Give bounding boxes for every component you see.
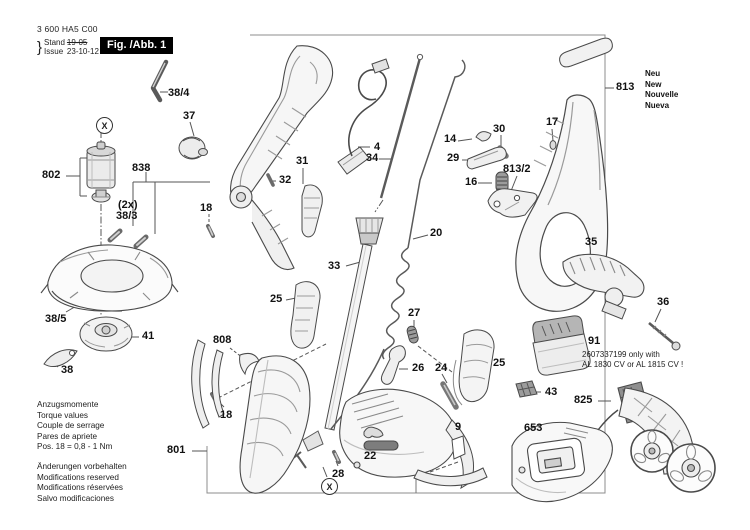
part-label-38: 38: [61, 364, 74, 376]
part-label-4: 4: [374, 141, 381, 153]
part-label-36: 36: [657, 296, 670, 308]
guard-drawing: [41, 245, 178, 311]
cover-31-drawing: [302, 185, 322, 237]
part-label-18-bottom: 18: [220, 409, 233, 421]
rod-34-drawing: [381, 54, 423, 198]
part-label-838: 838: [132, 162, 151, 174]
issue-date: 23-10-12: [66, 47, 99, 56]
part-label-30: 30: [493, 123, 506, 135]
motor-housing-drawing: [340, 389, 487, 488]
part-label-38-5: 38/5: [45, 313, 67, 325]
part-label-20: 20: [430, 227, 443, 239]
wheel-kit-drawing: [618, 382, 715, 492]
part-label-16: 16: [465, 176, 478, 188]
part-label-27: 27: [408, 307, 421, 319]
new-version-note: Neu New Nouvelle Nueva: [645, 69, 679, 110]
part-label-801: 801: [167, 444, 186, 456]
part-label-41: 41: [142, 330, 155, 342]
part-label-33: 33: [328, 260, 341, 272]
stand-label: Stand: [44, 38, 65, 47]
lower-housing-drawing: [192, 340, 310, 493]
brace-glyph: }: [37, 38, 43, 56]
part-label-17: 17: [546, 116, 559, 128]
part-label-802: 802: [42, 169, 61, 181]
issue-label: Issue: [44, 47, 64, 56]
part-label-22: 22: [364, 450, 377, 462]
part-label-37: 37: [183, 110, 196, 122]
part-label-25-right: 25: [493, 357, 506, 369]
part-label-32: 32: [279, 174, 292, 186]
part-label-9: 9: [455, 421, 462, 433]
part-label-28: 28: [332, 468, 345, 480]
motor-drawing: [87, 142, 115, 202]
part-label-14: 14: [444, 133, 457, 145]
reference-mark-x-top: X: [96, 117, 113, 134]
battery-drawing: [516, 316, 590, 397]
part-label-825: 825: [574, 394, 593, 406]
part-label-43: 43: [545, 386, 558, 398]
figure-label: Fig. /Abb. 1: [100, 37, 173, 54]
part-label-2x: (2x): [118, 199, 138, 211]
part-label-26: 26: [412, 362, 425, 374]
part-label-808: 808: [213, 334, 232, 346]
part-label-38-3: 38/3: [116, 210, 138, 222]
part-label-24: 24: [435, 362, 448, 374]
superseded-date: 19-05: [66, 38, 88, 47]
reference-mark-x-bottom: X: [321, 478, 338, 495]
upper-housing-drawing: [230, 46, 333, 270]
part-label-34: 34: [366, 152, 379, 164]
title-block: [37, 24, 99, 56]
part-label-18-top: 18: [200, 202, 213, 214]
battery-compat-note: 2607337199 only with AL 1830 CV or AL 1815 CV !: [582, 350, 684, 369]
cable-4-drawing: [338, 59, 389, 174]
part-label-813: 813: [616, 81, 635, 93]
part-label-653: 653: [524, 422, 543, 434]
modifications-note: Änderungen vorbehalten Modifications reserved Modifications réservées Salvo modificaciones: [37, 462, 127, 503]
knob-drawing: [179, 137, 208, 159]
part-label-25-left: 25: [270, 293, 283, 305]
part-label-38-4: 38/4: [168, 87, 190, 99]
spool-drawing: [80, 317, 132, 351]
torque-note: Anzugsmomente Torque values Couple de serrage Pares de apriete Pos. 18 = 0,8 - 1 Nm: [37, 400, 113, 451]
part-label-35: 35: [585, 236, 598, 248]
part-label-91: 91: [588, 335, 601, 347]
type-number: 3 600 HA5 C00: [37, 24, 98, 34]
hex-key-drawing: [153, 62, 166, 100]
part-label-31: 31: [296, 155, 309, 167]
part-label-29: 29: [447, 152, 460, 164]
part-label-813-2: 813/2: [503, 163, 531, 175]
